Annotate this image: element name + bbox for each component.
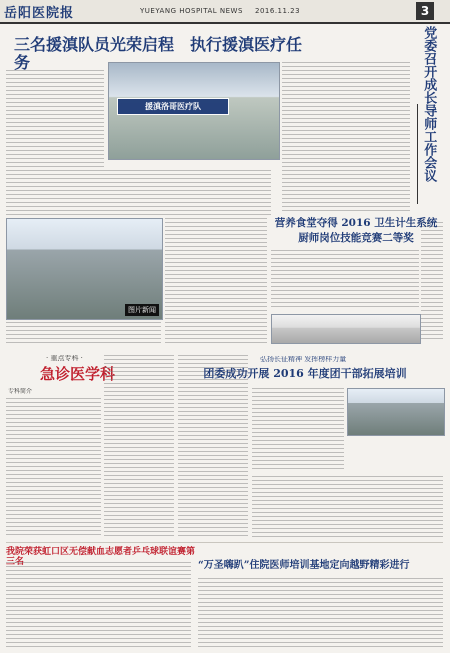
page-number: 3	[416, 2, 434, 20]
article1-body-text	[6, 70, 104, 168]
side-divider	[417, 104, 418, 204]
article1-continued-text	[6, 170, 271, 216]
pingpong-title: 我院荣获虹口区无偿献血志愿者乒乓球联谊赛第三名	[6, 547, 196, 567]
emergency-title: 急诊医学科	[40, 365, 116, 383]
team-body-text-2	[252, 476, 443, 538]
team-kicker: 弘扬长征精神 发挥榜样力量	[260, 356, 347, 363]
canteen-title: 营养食堂夺得 2016 卫生计生系统	[274, 217, 438, 229]
photo-news-image	[6, 218, 163, 320]
photo-news-tag: 图片新闻	[125, 304, 159, 316]
paper-logo: 岳阳医院报	[4, 6, 75, 21]
team-photo	[347, 388, 445, 436]
emergency-kicker: · 重点专科 ·	[46, 355, 83, 362]
canteen-body-text	[271, 250, 419, 310]
issue-date: 2016.11.23	[255, 7, 301, 15]
emergency-body-text	[6, 398, 101, 538]
emergency-body-text-3	[178, 355, 248, 538]
canteen-title-line2: 厨师岗位技能竞赛二等奖	[298, 232, 414, 244]
article-side-text	[282, 62, 410, 168]
pingpong-body-text	[6, 562, 191, 648]
middle-column-text	[165, 218, 267, 344]
emergency-subtitle: 专科简介	[8, 388, 33, 395]
canteen-photo	[271, 314, 421, 344]
article1-group-photo	[108, 62, 280, 160]
side-headline: 党委召开成长导师工作会议	[421, 26, 437, 182]
training-body-text	[198, 578, 443, 648]
article-side-continued-text	[282, 170, 410, 214]
paper-name: YUEYANG HOSPITAL NEWS	[140, 7, 243, 15]
photo-caption-text	[6, 322, 161, 344]
emergency-body-text-2	[104, 355, 174, 538]
masthead	[0, 0, 450, 24]
team-body-text	[252, 388, 344, 472]
article1-title: 三名援滇队员光荣启程 执行援滇医疗任务	[14, 35, 303, 72]
photo-banner: 援滇洛哥医疗队	[117, 98, 229, 115]
team-title: 团委成功开展 2016 年度团干部拓展培训	[203, 367, 407, 380]
training-title: “万圣嗨趴”住院医师培训基地定向越野精彩进行	[198, 560, 410, 571]
section-divider	[6, 542, 443, 543]
